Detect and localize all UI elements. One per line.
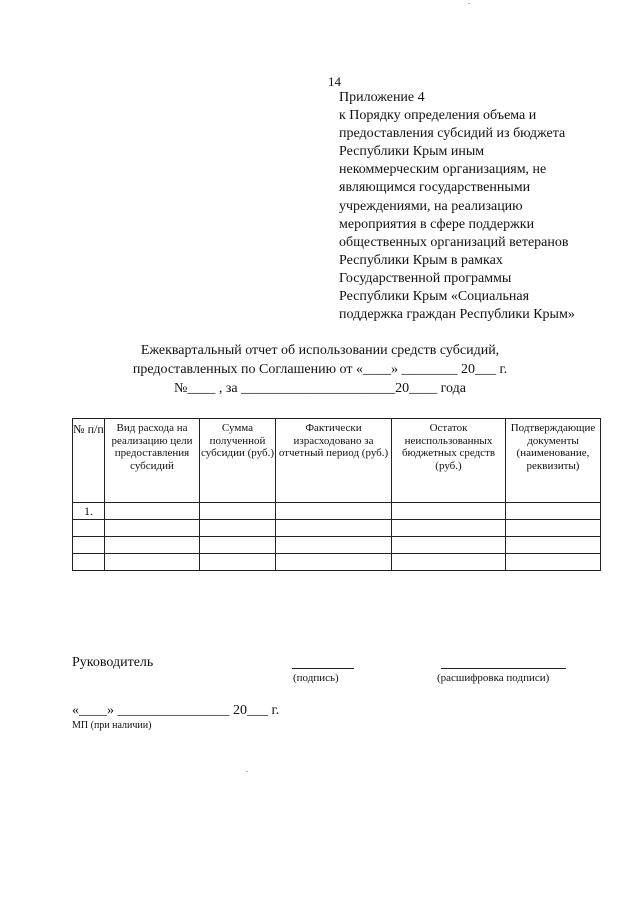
signature-caption: (подпись) <box>293 672 339 684</box>
table-cell <box>105 554 200 571</box>
appendix-line: учреждениями, на реализацию <box>339 198 523 214</box>
appendix-line: Республики Крым иным <box>339 144 485 160</box>
table-cell <box>200 520 276 537</box>
column-header-expense-type: Вид расхода на реализацию цели предоставления субсидий <box>105 419 200 503</box>
table-cell <box>105 520 200 537</box>
scan-artifact <box>246 771 248 772</box>
table-cell <box>105 503 200 520</box>
table-cell <box>506 503 601 520</box>
report-table <box>72 418 601 571</box>
table-cell <box>506 554 601 571</box>
table-cell <box>105 537 200 554</box>
appendix-line: к Порядку определения объема и <box>339 108 537 124</box>
table-row <box>73 503 601 520</box>
appendix-line: Республики Крым «Социальная <box>339 289 530 305</box>
table-cell <box>276 537 392 554</box>
table-cell <box>392 520 506 537</box>
table-cell <box>506 537 601 554</box>
appendix-line: Республики Крым в рамках <box>339 252 503 268</box>
report-title <box>0 341 640 398</box>
name-decode-caption: (расшифровка подписи) <box>437 672 550 684</box>
table-cell <box>392 537 506 554</box>
head-label: Руководитель <box>72 655 154 670</box>
report-title-line-1: Ежеквартальный отчет об использовании средств субсидий, <box>140 343 500 358</box>
table-row <box>73 537 601 554</box>
table-cell <box>200 554 276 571</box>
table-cell <box>73 537 105 554</box>
table-cell <box>73 554 105 571</box>
date-line: «____» ________________ 20___ г. <box>72 703 280 718</box>
table-cell <box>276 520 392 537</box>
table-cell <box>73 520 105 537</box>
report-title-line-2: предоставленных по Соглашению от «____» ________ 20___ г. <box>132 362 508 377</box>
signature-line <box>292 668 354 669</box>
page-number: 14 <box>328 74 341 89</box>
appendix-line: поддержка граждан Республики Крым» <box>339 307 575 323</box>
appendix-note <box>339 89 629 324</box>
appendix-line: предоставления субсидий из бюджета <box>339 126 566 142</box>
appendix-line: мероприятия в сфере поддержки <box>339 216 535 232</box>
table-row <box>73 520 601 537</box>
table-cell: 1. <box>73 503 105 520</box>
table-header-row <box>73 419 601 503</box>
name-decode-line <box>441 668 566 669</box>
appendix-line: Государственной программы <box>339 270 512 286</box>
appendix-line: некоммерческим организациям, не <box>339 162 547 178</box>
column-header-amount-spent: Фактически израсходовано за отчетный период (руб.) <box>276 419 392 503</box>
column-header-number: № п/п <box>73 419 105 503</box>
table-cell <box>200 503 276 520</box>
column-header-amount-received: Сумма полученной субсидии (руб.) <box>200 419 276 503</box>
table-cell <box>200 537 276 554</box>
table-cell <box>276 554 392 571</box>
report-title-line-3: №____ , за ______________________20____ года <box>174 381 466 396</box>
appendix-line: Приложение 4 <box>339 90 425 105</box>
table-cell <box>506 520 601 537</box>
column-header-remaining-funds: Остаток неиспользованных бюджетных средств (руб.) <box>392 419 506 503</box>
appendix-line: общественных организаций ветеранов <box>339 234 569 250</box>
scan-artifact <box>468 3 470 4</box>
table-row <box>73 554 601 571</box>
table-cell <box>276 503 392 520</box>
appendix-line: являющимся государственными <box>339 180 531 196</box>
column-header-supporting-documents: Подтверждающие документы (наименование, реквизиты) <box>506 419 601 503</box>
table-cell <box>392 554 506 571</box>
stamp-note: МП (при наличии) <box>72 720 152 731</box>
table-cell <box>392 503 506 520</box>
